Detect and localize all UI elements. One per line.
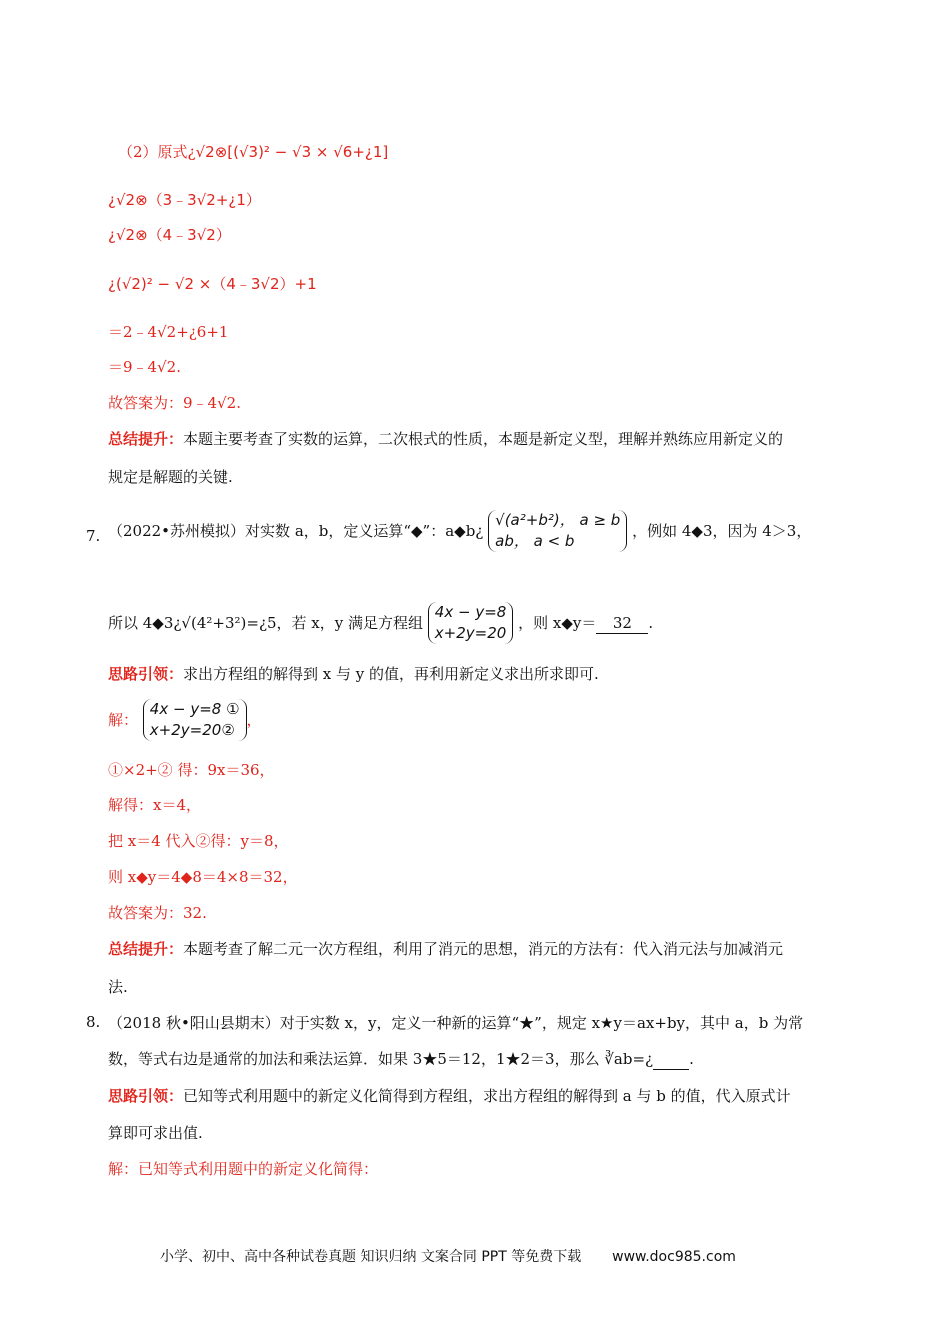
q7-stem-2: 所以 4◆3¿√(4²+3²)=¿5，若 x，y 满足方程组 4x − y=8 x+2y=20 ，则 x◆y＝ 32 . bbox=[108, 603, 654, 642]
prev-summary: 总结提升：本题主要考查了实数的运算，二次根式的性质，本题是新定义型，理解并熟练应用新定义的 bbox=[108, 430, 784, 448]
q7-solution-system: 解： 4x − y=8 ① x+2y=20②， bbox=[108, 700, 262, 739]
prev-line-1: （2）原式¿√2⊗[(√3)² − √3 × √6+¿1] bbox=[118, 143, 389, 161]
question-number-8: 8. bbox=[86, 1013, 101, 1031]
q7-hint: 思路引领：求出方程组的解得到 x 与 y 的值，再利用新定义求出所求即可. bbox=[108, 665, 599, 683]
prev-line-2: ¿√2⊗（3﹣3√2+¿1） bbox=[108, 191, 261, 209]
page-footer bbox=[160, 1246, 736, 1266]
prev-line-3: ¿√2⊗（4﹣3√2） bbox=[108, 226, 231, 244]
q7-stem: （2022•苏州模拟）对实数 a，b，定义运算“◆”：a◆b¿ √(a²+b²)， a ≥ b ab， a < b ，例如 4◆3，因为 4＞3， bbox=[108, 511, 812, 550]
question-number-7: 7. bbox=[86, 527, 101, 545]
q7-summary: 总结提升：本题考查了解二元一次方程组，利用了消元的思想，消元的方法有：代入消元法与加减消元 bbox=[108, 940, 784, 958]
footer-promo: 小学、初中、高中各种试卷真题 知识归纳 文案合同 PPT 等免费下载 bbox=[160, 1249, 582, 1265]
prev-line-5: ＝2﹣4√2+¿6+1 bbox=[108, 323, 229, 341]
prev-line-6: ＝9﹣4√2. bbox=[108, 358, 181, 376]
q8-solution: 解：已知等式利用题中的新定义化简得： bbox=[108, 1160, 379, 1178]
q7-step-1: ①×2+② 得：9x＝36， bbox=[108, 761, 275, 779]
q7-solution-brace: 4x − y=8 ① x+2y=20② bbox=[143, 699, 247, 741]
q7-summary-cont: 法. bbox=[108, 978, 128, 996]
prev-answer: 故答案为：9﹣4√2. bbox=[108, 394, 241, 412]
prev-line-4: ¿(√2)² − √2 ×（4﹣3√2）+1 bbox=[108, 275, 317, 293]
q7-answer: 故答案为：32. bbox=[108, 904, 207, 922]
q7-step-3: 把 x＝4 代入②得：y＝8， bbox=[108, 832, 289, 850]
q7-piecewise: √(a²+b²)， a ≥ b ab， a < b bbox=[488, 510, 627, 552]
q7-step-2: 解得：x＝4， bbox=[108, 796, 202, 814]
q7-step-4: 则 x◆y＝4◆8＝4×8＝32， bbox=[108, 868, 298, 886]
footer-site-link[interactable]: www.doc985.com bbox=[612, 1249, 736, 1265]
q7-answer-blank: 32 bbox=[596, 613, 648, 634]
q8-stem: （2018 秋•阳山县期末）对于实数 x，y，定义一种新的运算“★”，规定 x★y＝ax+by，其中 a，b 为常 bbox=[108, 1014, 804, 1032]
q7-system: 4x − y=8 x+2y=20 bbox=[428, 602, 514, 644]
q8-stem-2: 数，等式右边是通常的加法和乘法运算．如果 3★5＝12，1★2＝3，那么 ∛ab=¿ . bbox=[108, 1050, 694, 1068]
q8-hint-cont: 算即可求出值. bbox=[108, 1124, 203, 1142]
q8-hint: 思路引领：已知等式利用题中的新定义化简得到方程组，求出方程组的解得到 a 与 b 的值，代入原式计 bbox=[108, 1087, 791, 1105]
prev-summary-cont: 规定是解题的关键. bbox=[108, 468, 233, 486]
